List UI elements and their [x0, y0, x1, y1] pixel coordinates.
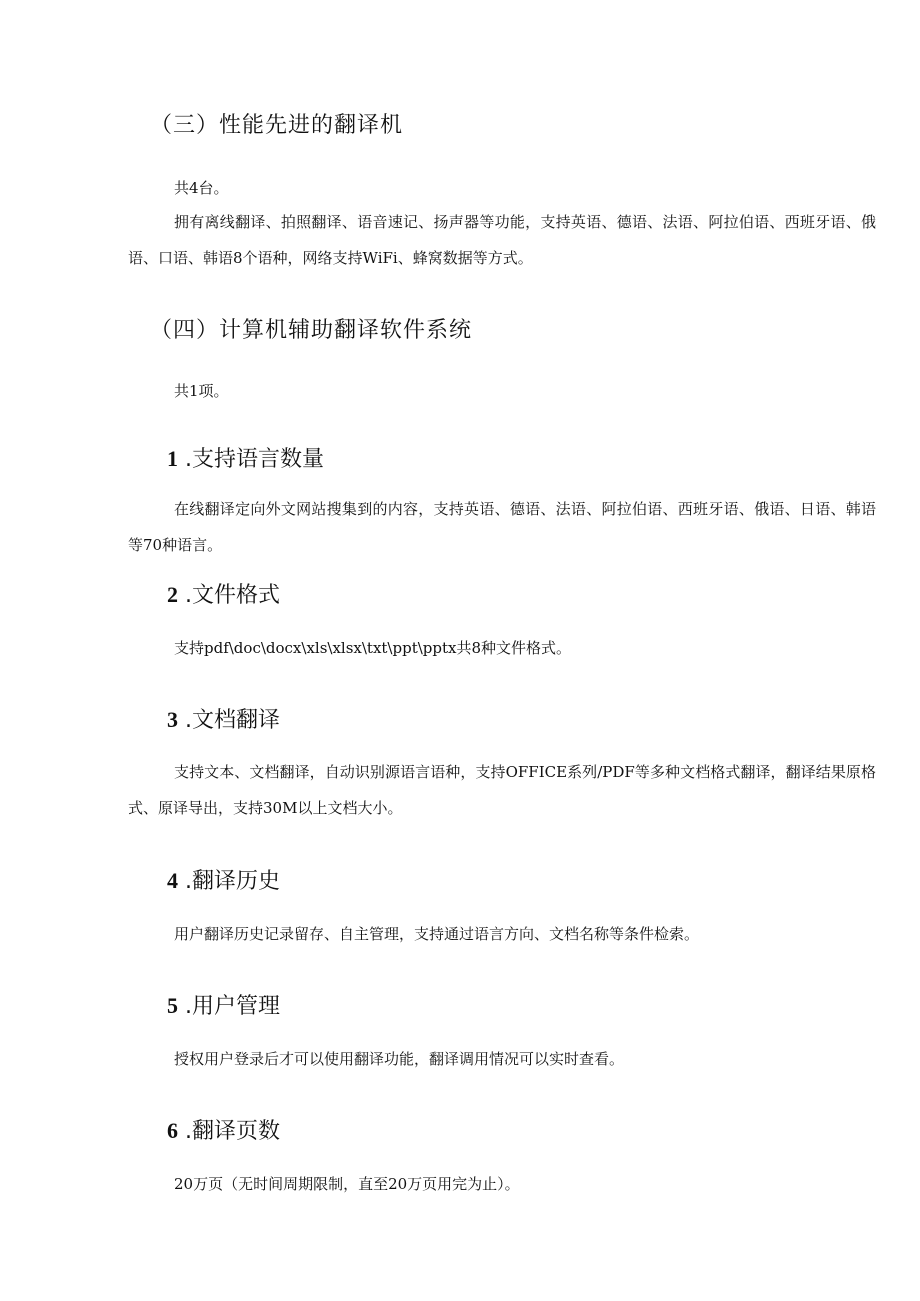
item-number: 4	[167, 868, 178, 893]
item-6-body: 20万页（无时间周期限制，直至20万页用完为止）。	[174, 1175, 520, 1193]
item-title: .翻译页数	[185, 1119, 280, 1144]
item-title: .文件格式	[185, 583, 280, 608]
item-number: 1	[167, 446, 178, 471]
item-heading-1	[167, 442, 324, 473]
item-5-body: 授权用户登录后才可以使用翻译功能，翻译调用情况可以实时查看。	[174, 1050, 625, 1068]
section-3-count: 共4台。	[174, 179, 229, 197]
item-1-body: 在线翻译定向外文网站搜集到的内容，支持英语、德语、法语、阿拉伯语、西班牙语、俄语、日语、韩语等70种语言。	[128, 500, 876, 554]
section-heading-3: （三）性能先进的翻译机	[150, 113, 404, 138]
item-2-body: 支持pdf\doc\docx\xls\xlsx\txt\ppt\pptx共8种文件格式。	[174, 639, 572, 657]
item-title: .翻译历史	[185, 869, 280, 894]
item-title: .文档翻译	[185, 708, 280, 733]
item-heading-6	[167, 1114, 280, 1145]
item-number: 2	[167, 582, 178, 607]
item-title: .用户管理	[185, 994, 280, 1019]
item-3-body: 支持文本、文档翻译，自动识别源语言语种，支持OFFICE系列/PDF等多种文档格式翻译，翻译结果原格式、原译导出，支持30M以上文档大小。	[128, 763, 876, 817]
section-3-body: 拥有离线翻译、拍照翻译、语音速记、扬声器等功能，支持英语、德语、法语、阿拉伯语、西班牙语、俄语、口语、韩语8个语种，网络支持WiFi、蜂窝数据等方式。	[128, 213, 876, 267]
item-number: 6	[167, 1118, 178, 1143]
item-4-body: 用户翻译历史记录留存、自主管理，支持通过语言方向、文档名称等条件检索。	[174, 925, 700, 943]
section-heading-4: （四）计算机辅助翻译软件系统	[150, 318, 473, 343]
item-heading-2	[167, 578, 280, 609]
item-number: 5	[167, 993, 178, 1018]
item-heading-3	[167, 703, 280, 734]
section-4-count: 共1项。	[174, 382, 229, 400]
item-heading-5	[167, 989, 280, 1020]
item-heading-4	[167, 864, 280, 895]
item-title: .支持语言数量	[185, 447, 324, 472]
item-number: 3	[167, 707, 178, 732]
